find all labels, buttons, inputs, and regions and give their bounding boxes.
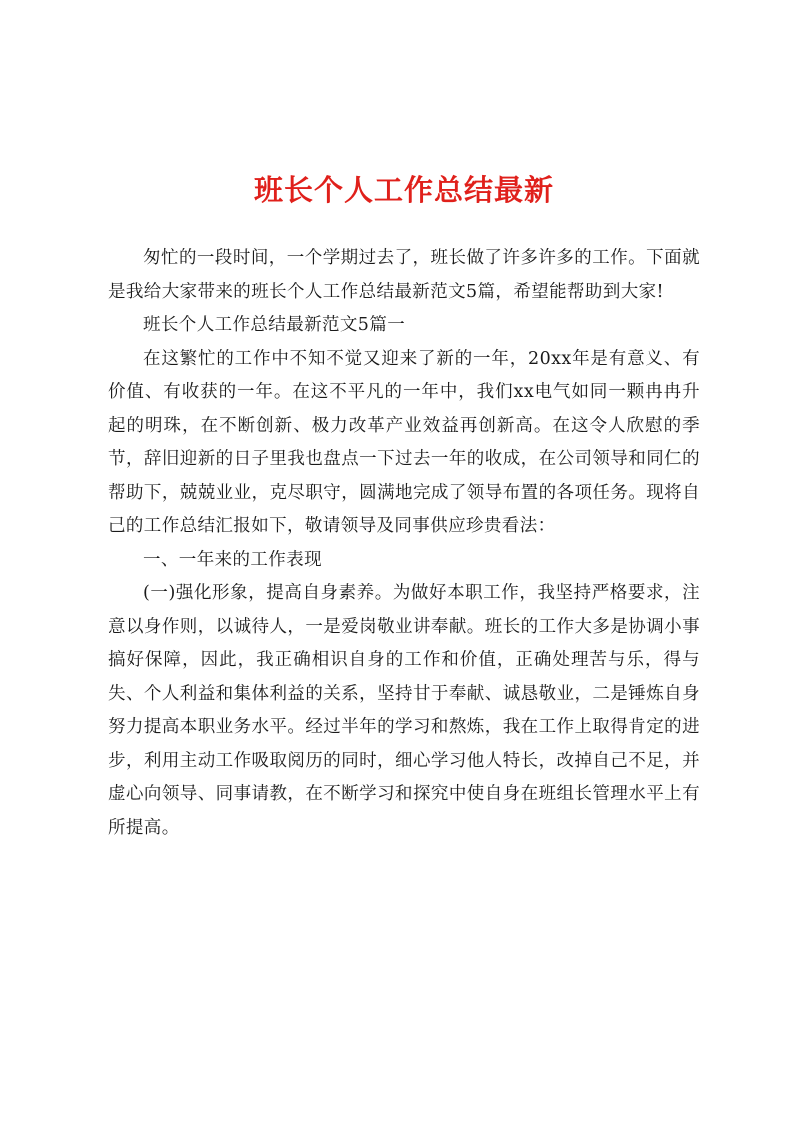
- document-title: 班长个人工作总结最新: [253, 173, 554, 207]
- body-paragraph: 在这繁忙的工作中不知不觉又迎来了新的一年，20xx年是有意义、有价值、有收获的一年。在这不平凡的一年中，我们xx电气如同一颗冉冉升起的明珠，在不断创新、极力改革产业效益再创新高。在这令人欣慰的季节，辞旧迎新的日子里我也盘点一下过去一年的收成，在公司领导和同仁的帮助下，兢兢业业，克尽职守，圆满地完成了领导布置的各项任务。现将自己的工作总结汇报如下，敬请领导及同事供应珍贵看法：: [108, 348, 700, 536]
- section-heading: 班长个人工作总结最新范文5篇一: [143, 315, 406, 335]
- intro-paragraph: 匆忙的一段时间，一个学期过去了，班长做了许多许多的工作。下面就是我给大家带来的班长个人工作总结最新范文5篇，希望能帮助到大家!: [108, 248, 700, 302]
- subsection-heading: 一、一年来的工作表现: [143, 549, 322, 570]
- document-body: [108, 242, 700, 845]
- body-paragraph: (一)强化形象，提高自身素养。为做好本职工作，我坚持严格要求，注意以身作则，以诚待人，一是爱岗敬业讲奉献。班长的工作大多是协调小事搞好保障，因此，我正确相识自身的工作和价值，正确处理苦与乐，得与失、个人利益和集体利益的关系，坚持甘于奉献、诚恳敬业，二是锤炼自身努力提高本职业务水平。经过半年的学习和熬炼，我在工作上取得肯定的进步，利用主动工作吸取阅历的同时，细心学习他人特长，改掉自己不足，并虚心向领导、同事请教，在不断学习和探究中使自身在班组长管理水平上有所提高。: [108, 583, 700, 838]
